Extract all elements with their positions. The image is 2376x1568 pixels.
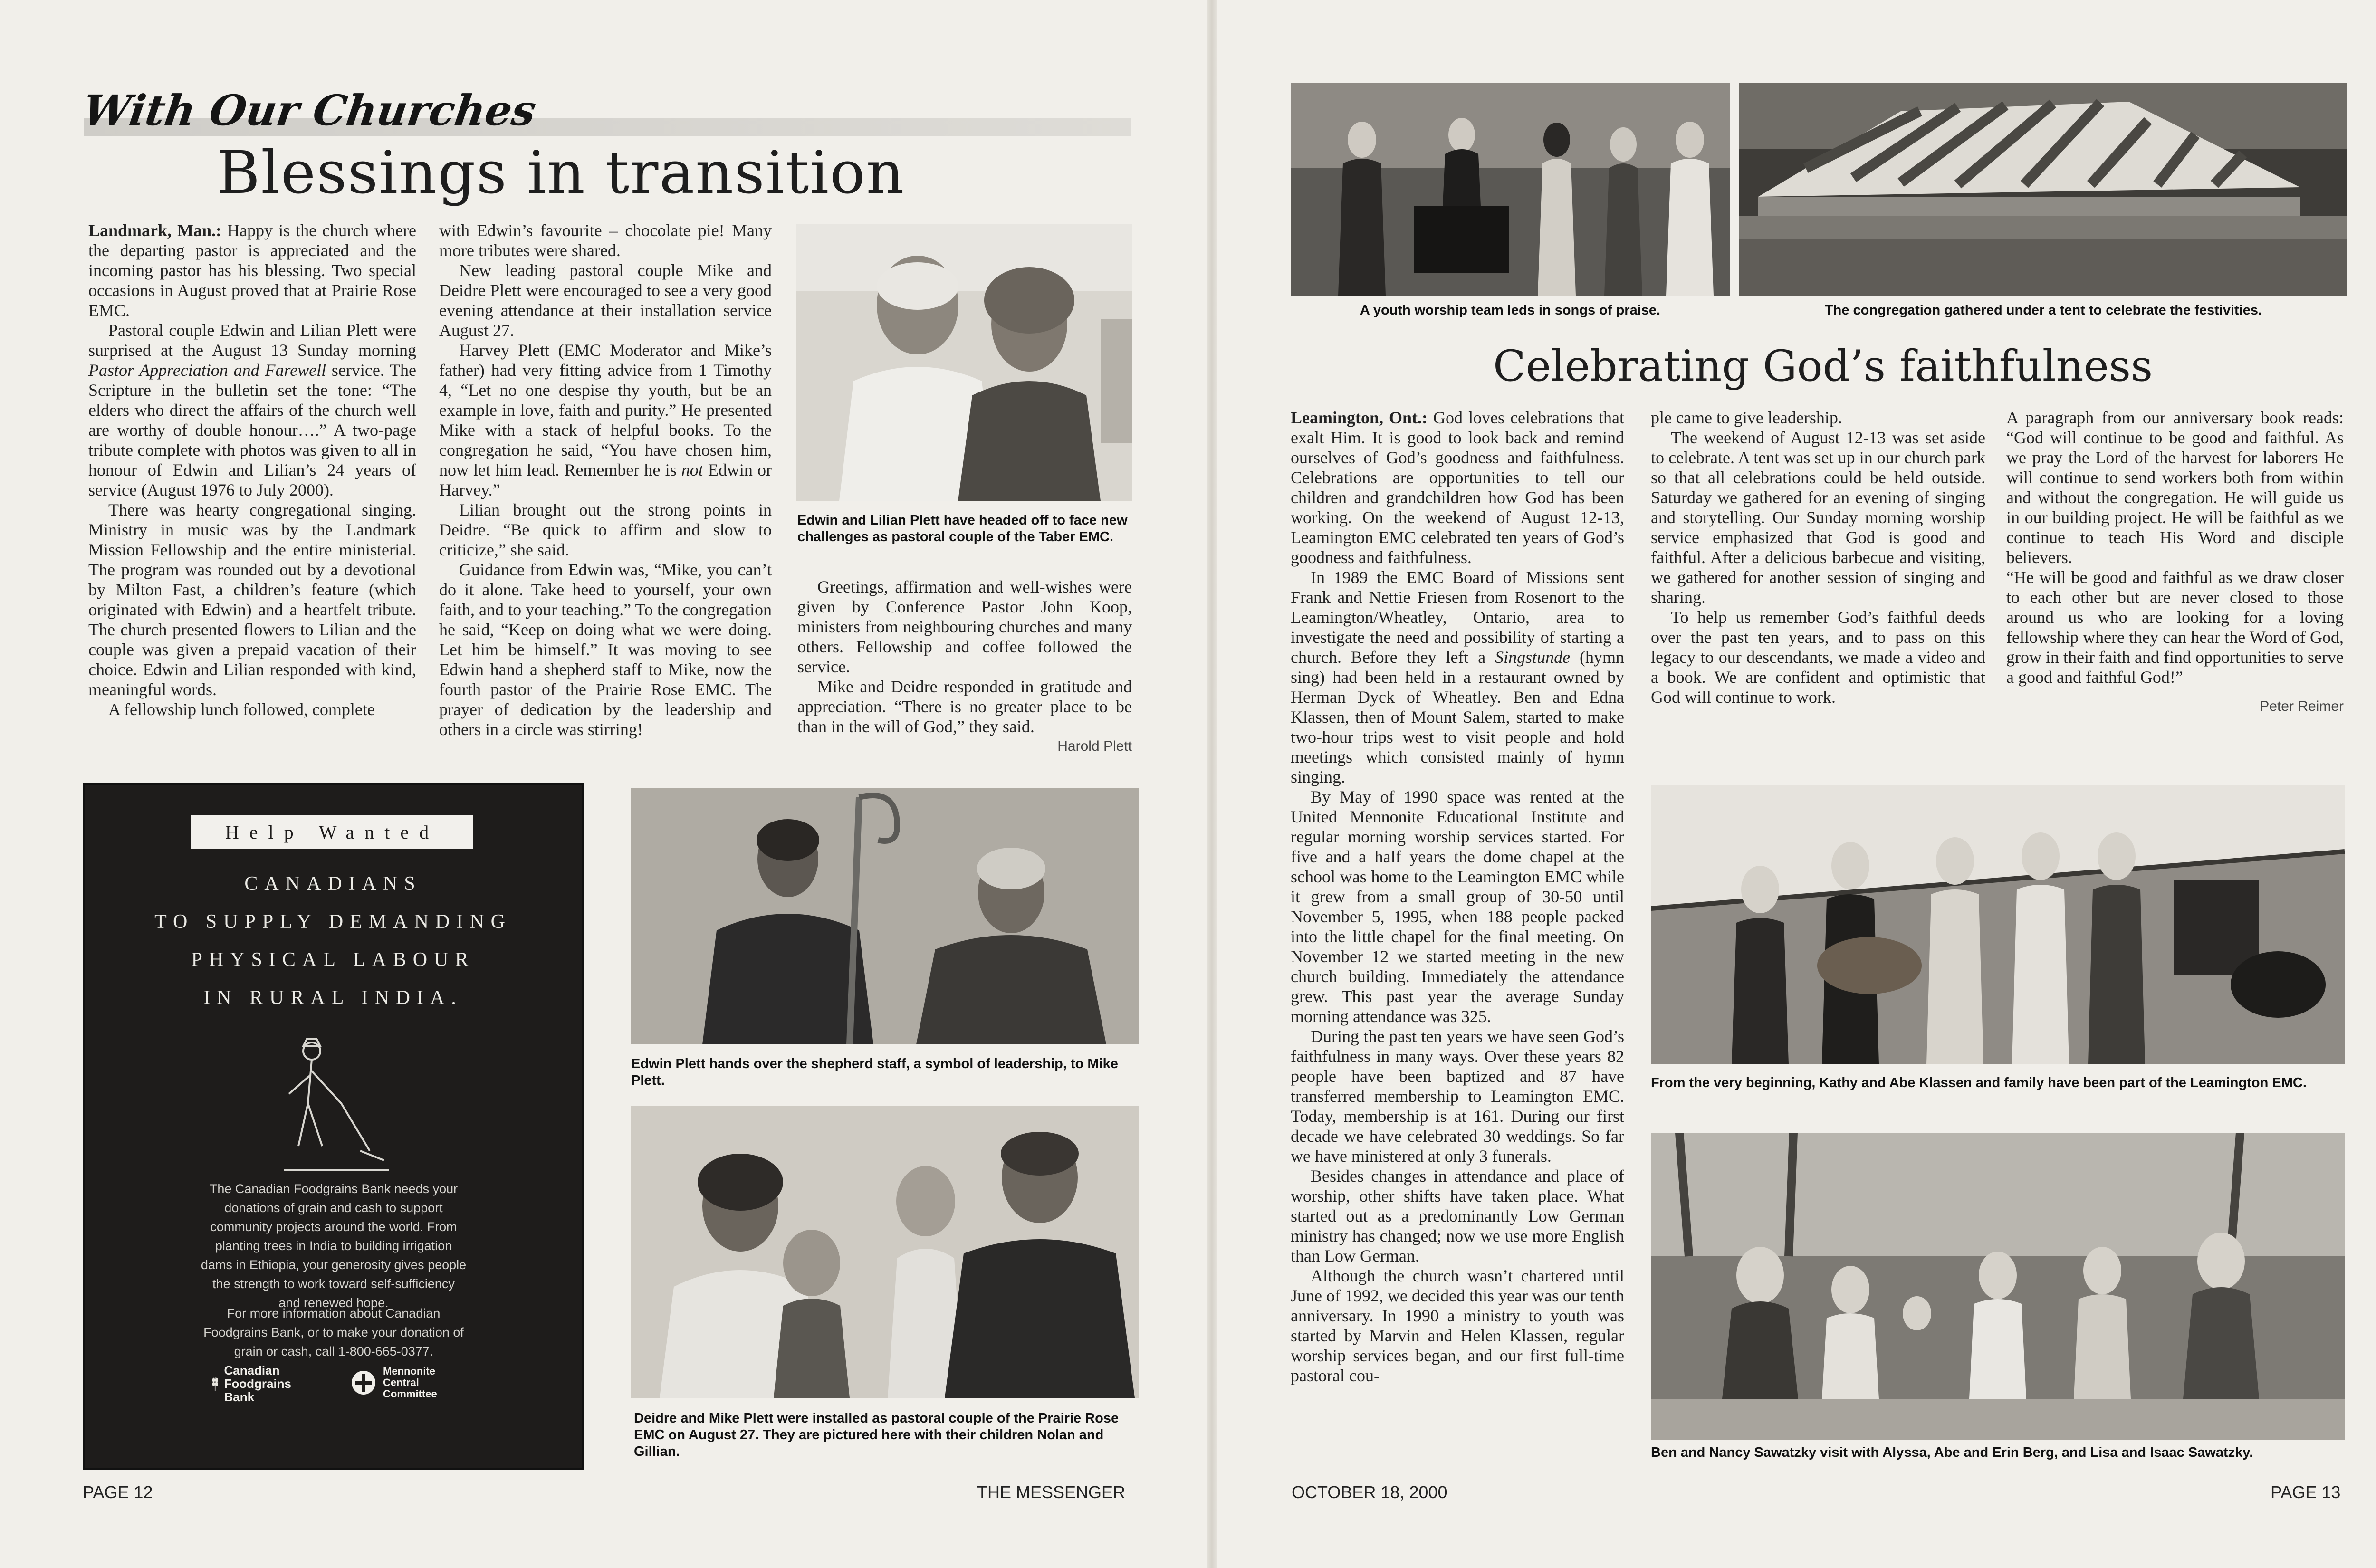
paragraph: A fellowship lunch followed, complete [108, 700, 375, 719]
paragraph: Greetings, affirmation and well-wishes were given by Conference Pastor John Koop, ministers from neighbouring churches and many others. Fellowship and coffee followed the service. [797, 577, 1132, 676]
paragraph: During the past ten years we have seen God’s faithfulness in many ways. Over these years 82 people have been baptized and 87 have transferred membership to Leamington EMC. Today, membership is at 161. During our first decade we have celebrated 30 weddings. So far we have ministered at only 3 funerals. [1291, 1027, 1624, 1166]
paragraph: Guidance from Edwin was, “Mike, you can’t do it alone. Take heed to yourself, your own faith, and to your teaching.” To the congregation he said, “Keep on doing what we were doing. Let him be himself.” It was moving to see Edwin hand a shepherd staff to Mike, now the fourth pastor of the Prairie Rose EMC. The prayer of dedication by the leadership and others in a circle was stirring! [439, 560, 772, 739]
ad-headline-2: TO SUPPLY DEMANDING [154, 911, 512, 933]
photo-tent-gathering [1739, 83, 2347, 296]
paragraph: In 1989 the EMC Board of Missions sent Frank and Nettie Friesen from Rosenort to the Leamington/Wheatley, Ontario, area to investigate the need and possibility of starting a church. Before they left a [1291, 568, 1624, 667]
paragraph: with Edwin’s favourite – chocolate pie! Many more tributes were shared. [439, 221, 772, 260]
mcc-cross-icon [351, 1370, 376, 1396]
caption-sawatzky-visit: Ben and Nancy Sawatzky visit with Alyssa, Abe and Erin Berg, and Lisa and Isaac Sawatzky. [1651, 1445, 2253, 1460]
ad-banner-text: Help Wanted [225, 821, 440, 843]
service-title: Pastor Appreciation and Farewell [88, 361, 326, 380]
ad-headline-1: CANADIANS [244, 873, 422, 895]
ad-body: The Canadian Foodgrains Bank needs your donations of grain and cash to support community projects around the world. From planting trees in India to building irrigation dams in Ethiopia, your generosity gives people the strength to work toward self-sufficiency and renewed hope. [201, 1182, 467, 1310]
paragraph: “He will be good and faithful as we draw closer to each other but are never closed to those around us who are looking for a loving fellowship where they can hear the Word of God, grow in their faith and find opportunities to serve a good and faithful God!” [2006, 568, 2344, 687]
caption-klassen-family: From the very beginning, Kathy and Abe Klassen and family have been part of the Leamington EMC. [1651, 1075, 2307, 1090]
caption-tent-gathering: The congregation gathered under a tent to celebrate the festivities. [1824, 303, 2262, 318]
photo-klassen-family [1651, 785, 2345, 1064]
paragraph: Pastoral couple Edwin and Lilian Plett were surprised at the August 13 Sunday morning [88, 321, 416, 360]
dateline: Leamington, Ont.: [1291, 408, 1428, 427]
photo-tent-gathering-image [1739, 83, 2347, 296]
paragraph: Although the church wasn’t chartered until June of 1992, we decided this year was our tenth anniversary. In 1990 a ministry to youth was started by Marvin and Helen Klassen, regular worship services began, and our first full-time pastoral cou- [1291, 1266, 1624, 1385]
paragraph: ple came to give leadership. [1651, 408, 1842, 427]
caption-plett-family: Deidre and Mike Plett were installed as pastoral couple of the Prairie Rose EMC on August 27. They are pictured here with their children Nolan and Gillian. [634, 1411, 1119, 1459]
paragraph: Harvey Plett (EMC Moderator and Mike’s father) had very fitting advice from 1 Timothy 4, “Let no one despise thy youth, but be an example in love, faith and purity.” He presented Mike with a stack of helpful books. To the congregation he said, “You have chosen him, now let him lead. Remember he is [439, 341, 772, 479]
paragraph: Lilian brought out the strong points in Deidre. “Be quick to affirm and slow to criticize,” she said. [439, 500, 772, 559]
logo-foodgrains-text: Canadian Foodgrains Bank [224, 1363, 292, 1404]
article-right-col1 [1291, 408, 1624, 1386]
page-number-right: PAGE 13 [2271, 1482, 2341, 1502]
photo-youth-worship [1291, 83, 1730, 296]
article-left-col3 [797, 577, 1132, 756]
photo-sawatzky-visit [1651, 1133, 2345, 1440]
article-left-col2 [439, 220, 772, 739]
caption-edwin-lilian: Edwin and Lilian Plett have headed off to face new challenges as pastoral couple of the Taber EMC. [797, 513, 1128, 545]
paragraph: By May of 1990 space was rented at the United Mennonite Educational Institute and regular morning worship services started. For five and a half years the dome chapel at the school was home to the Leamington EMC while it grew from a small group of 30-50 until November 5, 1995, when 188 people packed into the little chapel for the final meeting. On November 12 we started meeting in the new church building. Immediately the attendance grew. This past year the average Sunday morning attendance was 325. [1291, 787, 1624, 1026]
page-number-left: PAGE 12 [83, 1482, 153, 1502]
ad-headline-4: IN RURAL INDIA. [203, 987, 463, 1009]
paragraph: God loves celebrations that exalt Him. It is good to look back and remind ourselves of God’s goodness and faithfulness. Celebrations are opportunities to tell our children and grandchildren how God has been working. On the weekend of August 12-13, Leamington EMC celebrated ten years of God’s goodness and faithfulness. [1291, 408, 1624, 567]
logo-mcc-text: Mennonite Central Committee [383, 1365, 437, 1400]
logo-foodgrains [210, 1364, 310, 1404]
paragraph: A paragraph from our anniversary book reads: “God will continue to be good and faithful. As we pray the Lord of the harvest for laborers He will continue to send workers both from within and without the congregation. He will guide us in our building project. He will be faithful as we continue to teach His Word and disciple believers. [2006, 408, 2344, 567]
paragraph: The weekend of August 12-13 was set aside to celebrate. A tent was set up in our church park so that all celebrations could be held outside. Saturday we gathered for an evening of singing and storytelling. Our Sunday morning worship service emphasized that God is good and faithful. After a delicious barbecue and visiting, we gathered for another session of singing and sharing. [1651, 428, 1985, 607]
paragraph: Happy is the church where the departing pastor is appreciated and the incoming pastor has his blessing. Two special occasions in August proved that at Prairie Rose EMC. [88, 221, 417, 320]
paragraph: Besides changes in attendance and place of worship, other shifts have taken place. What started out as a predominantly Low German ministry has changed; now we use more English than Low German. [1291, 1166, 1624, 1265]
article-right-col2 [1651, 408, 1985, 707]
photo-plett-family [631, 1106, 1139, 1398]
section-label: With Our Churches [80, 86, 539, 135]
headline-right: Celebrating God’s faithfulness [1493, 341, 2153, 391]
paragraph: service. The Scripture in the bulletin set the tone: “The elders who direct the affairs of the church well are worthy of double honour….” A two-page tribute complete with photos was given to all in honour of Edwin and Lilian’s 24 years of service (August 1976 to July 2000). [88, 361, 416, 499]
ad-headline-3: PHYSICAL LABOUR [191, 949, 475, 971]
logo-mcc [351, 1366, 474, 1400]
photo-shepherd-staff-image [631, 788, 1139, 1044]
photo-shepherd-staff [631, 788, 1139, 1044]
ad-contact: For more information about Canadian Foodgrains Bank, or to make your donation of grain or cash, call 1-800-665-0377. [203, 1306, 464, 1358]
byline-right: Peter Reimer [2260, 698, 2344, 714]
paragraph: To help us remember God’s faithful deeds over the past ten years, and to pass on this legacy to our descendants, we made a video and a book. We are confident and optimistic that God will continue to work. [1651, 608, 1985, 707]
emphasis: Singstunde [1495, 648, 1571, 667]
paragraph: Mike and Deidre responded in gratitude and appreciation. “There is no greater place to be than in the will of God,” they said. [797, 677, 1132, 736]
ad-foodgrains [83, 783, 584, 1470]
caption-shepherd-staff: Edwin Plett hands over the shepherd staff, a symbol of leadership, to Mike Plett. [631, 1056, 1118, 1088]
paragraph: Edwin or Harvey.” [439, 460, 772, 499]
article-left-col1 [88, 220, 416, 719]
paragraph: New leading pastoral couple Mike and Deidre Plett were encouraged to see a very good evening attendance at their installation service August 27. [439, 261, 772, 340]
caption-youth-worship: A youth worship team leds in songs of praise. [1360, 303, 1661, 318]
photo-edwin-lilian [796, 224, 1132, 501]
headline-left: Blessings in transition [217, 139, 905, 207]
paragraph: There was hearty congregational singing. Ministry in music was by the Landmark Mission Fellowship and the entire ministerial. The program was rounded out by a devotional by Milton Fast, a children’s feature (which originated with Edwin) and a heartfelt tribute. The church presented flowers to Lilian and the couple was given a prepaid vacation of their choice. Edwin and Lilian responded with kind, meaningful words. [88, 500, 416, 699]
emphasis: not [681, 460, 703, 479]
page-spine [1207, 0, 1217, 1568]
issue-date: OCTOBER 18, 2000 [1292, 1482, 1447, 1502]
photo-sawatzky-visit-image [1651, 1133, 2345, 1440]
paragraph: (hymn sing) had been held in a restaurant owned by Herman Dyck of Wheatley. Ben and Edna Klassen, then of Mount Salem, started to make two-hour trips west to visit people and hold meetings which consisted mainly of hymn singing. [1291, 648, 1624, 786]
dateline: Landmark, Man.: [88, 221, 222, 240]
article-right-col3 [2006, 408, 2344, 717]
wheat-icon [210, 1369, 220, 1398]
byline-left: Harold Plett [1057, 738, 1132, 754]
photo-youth-worship-image [1291, 83, 1730, 296]
photo-edwin-lilian-image [796, 224, 1132, 501]
publication-name: THE MESSENGER [977, 1482, 1126, 1502]
farmer-illustration-icon [275, 1032, 398, 1175]
ad-banner [191, 815, 473, 849]
photo-plett-family-image [631, 1106, 1139, 1398]
photo-klassen-family-image [1651, 785, 2345, 1064]
